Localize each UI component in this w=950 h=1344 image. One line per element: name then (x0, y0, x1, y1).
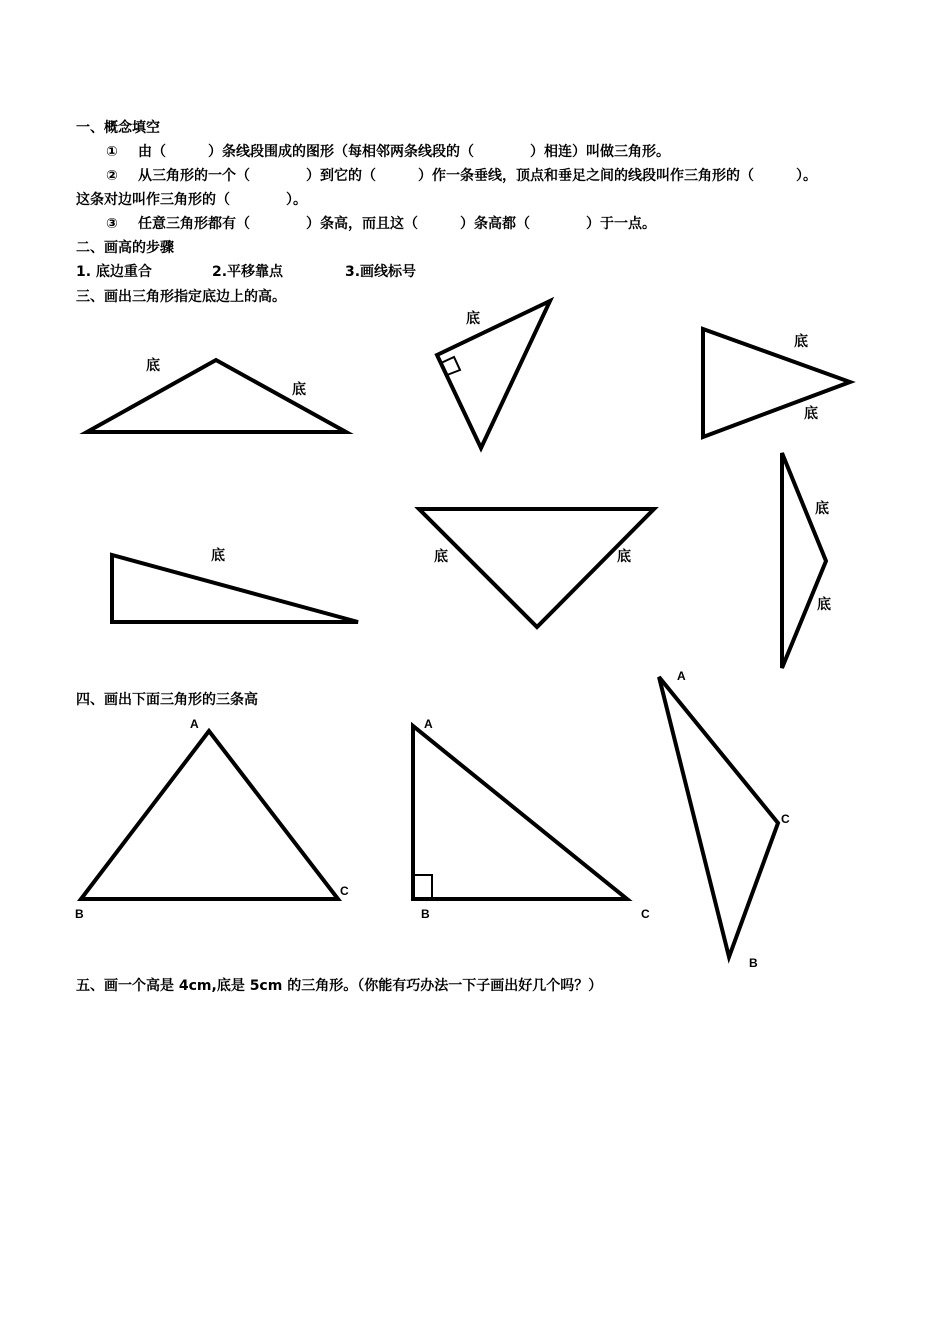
section3-title: 三、画出三角形指定底边上的高。 (76, 289, 286, 305)
vertex-b-label: B (75, 907, 84, 921)
vertex-c-label: C (641, 907, 650, 921)
triangle-obtuse-1 (87, 360, 346, 432)
right-angle-mark-2 (413, 875, 432, 899)
step-1: 1. 底边重合 (76, 264, 152, 280)
base-label: 底 (815, 501, 829, 517)
vertex-c-label: C (340, 884, 349, 898)
triangle-right-1 (437, 301, 550, 448)
step-3: 3.画线标号 (345, 264, 417, 280)
fill-item-1-number: ① (106, 144, 118, 160)
vertex-b-label: B (421, 907, 430, 921)
triangle-narrow (782, 453, 826, 668)
base-label: 底 (434, 549, 448, 565)
fill-item-3-text: 任意三角形都有（ ）条高，而且这（ ）条高都（ ）于一点。 (138, 216, 656, 232)
triangle-right-2 (112, 555, 358, 622)
triangle-inverted (419, 509, 654, 627)
fill-item-3-number: ③ (106, 216, 118, 232)
triangle-abc-3 (659, 677, 778, 957)
section1-title: 一、概念填空 (76, 120, 160, 136)
vertex-a-label: A (424, 717, 433, 731)
base-label: 底 (211, 548, 225, 564)
base-label: 底 (617, 549, 631, 565)
step-2: 2.平移靠点 (212, 264, 284, 280)
base-label: 底 (146, 358, 160, 374)
vertex-a-label: A (190, 717, 199, 731)
fill-item-2-continuation: 这条对边叫作三角形的（ ）。 (76, 192, 307, 208)
vertex-c-label: C (781, 812, 790, 826)
base-label: 底 (466, 311, 480, 327)
triangle-3 (703, 329, 850, 437)
fill-item-2-number: ② (106, 168, 118, 184)
vertex-b-label: B (749, 956, 758, 970)
base-label: 底 (804, 406, 818, 422)
section4-title: 四、画出下面三角形的三条高 (76, 692, 258, 708)
section5-title: 五、画一个高是 4cm,底是 5cm 的三角形。（你能有巧办法一下子画出好几个吗？） (76, 978, 603, 994)
fill-item-1-text: 由（ ）条线段围成的图形（每相邻两条线段的（ ）相连）叫做三角形。 (138, 144, 670, 160)
base-label: 底 (817, 597, 831, 613)
triangle-abc-1 (81, 731, 338, 899)
fill-item-2-text: 从三角形的一个（ ）到它的（ ）作一条垂线，顶点和垂足之间的线段叫作三角形的（ ）。 (138, 168, 817, 184)
vertex-a-label: A (677, 669, 686, 683)
base-label: 底 (292, 382, 306, 398)
section2-title: 二、画高的步骤 (76, 240, 174, 256)
triangle-abc-2 (413, 726, 627, 899)
base-label: 底 (794, 334, 808, 350)
